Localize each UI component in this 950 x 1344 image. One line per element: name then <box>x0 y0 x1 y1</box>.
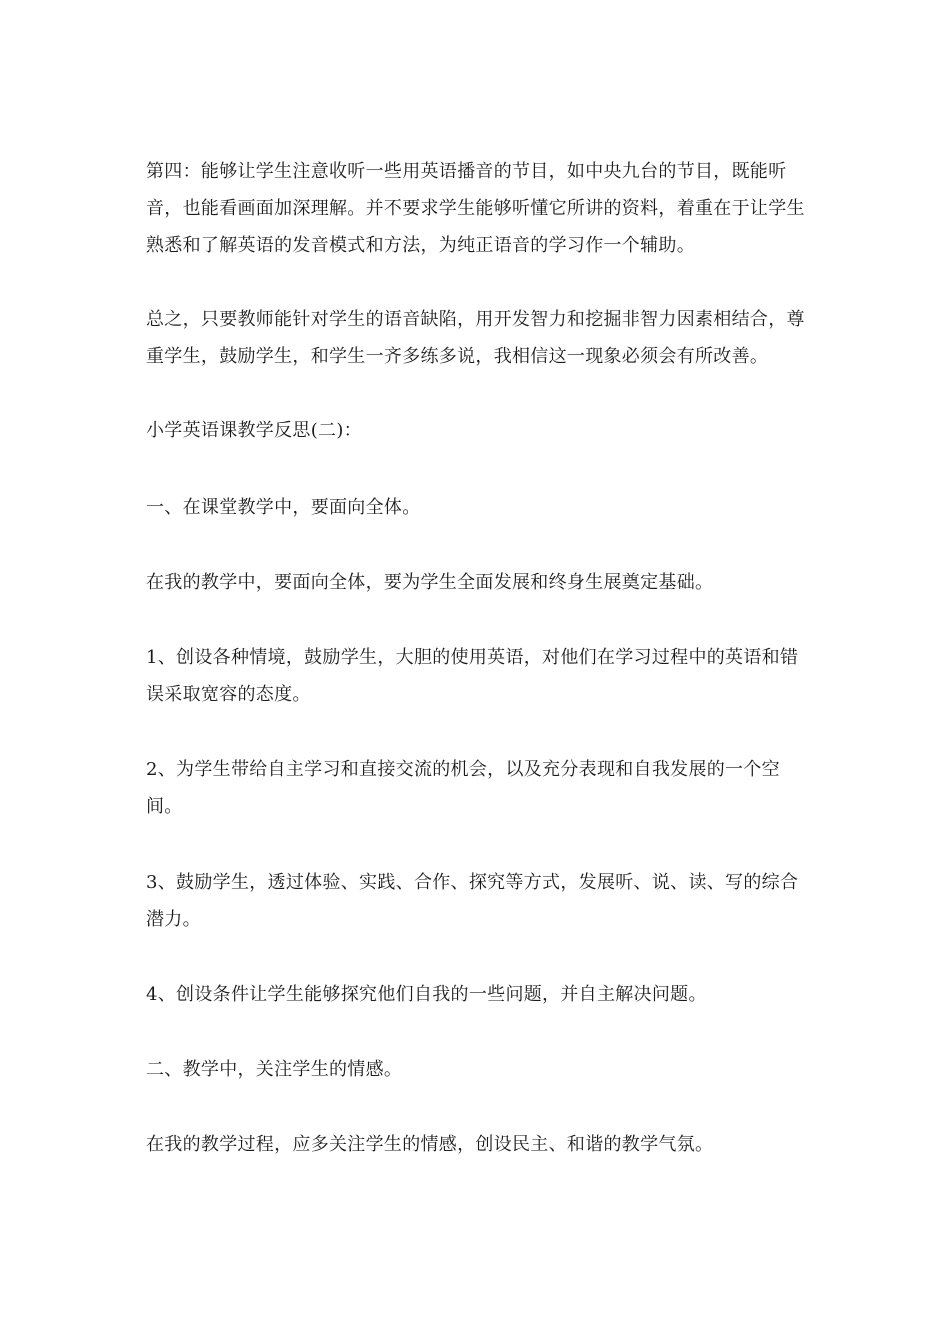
list-item-3: 3、鼓励学生，透过体验、实践、合作、探究等方式，发展听、说、读、写的综合潜力。 <box>146 872 799 930</box>
paragraph-summary: 总之，只要教师能针对学生的语音缺陷，用开发智力和挖掘非智力因素相结合，尊重学生，鼓励学生，和学生一齐多练多说，我相信这一现象必须会有所改善。 <box>146 309 805 367</box>
list-item-2: 2、为学生带给自主学习和直接交流的机会，以及充分表现和自我发展的一个空间。 <box>146 759 780 817</box>
heading-point-two: 二、教学中，关注学生的情感。 <box>146 1059 403 1080</box>
list-item-1: 1、创设各种情境，鼓励学生，大胆的使用英语，对他们在学习过程中的英语和错误采取宽容的态度。 <box>146 647 799 705</box>
paragraph-face-all: 在我的教学中，要面向全体，要为学生全面发展和终身生展奠定基础。 <box>146 572 714 593</box>
list-item-4: 4、创设条件让学生能够探究他们自我的一些问题，并自主解决问题。 <box>146 984 707 1005</box>
heading-point-one: 一、在课堂教学中，要面向全体。 <box>146 497 421 518</box>
paragraph-fourth-point: 第四：能够让学生注意收听一些用英语播音的节目，如中央九台的节目，既能听音，也能看画面加深理解。并不要求学生能够听懂它所讲的资料，着重在于让学生熟悉和了解英语的发音模式和方法，为纯正语音的学习作一个辅助。 <box>146 161 805 256</box>
section-heading-reflection-two: 小学英语课教学反思(二)： <box>146 420 362 441</box>
paragraph-emotion: 在我的教学过程，应多关注学生的情感，创设民主、和谐的教学气氛。 <box>146 1134 714 1155</box>
